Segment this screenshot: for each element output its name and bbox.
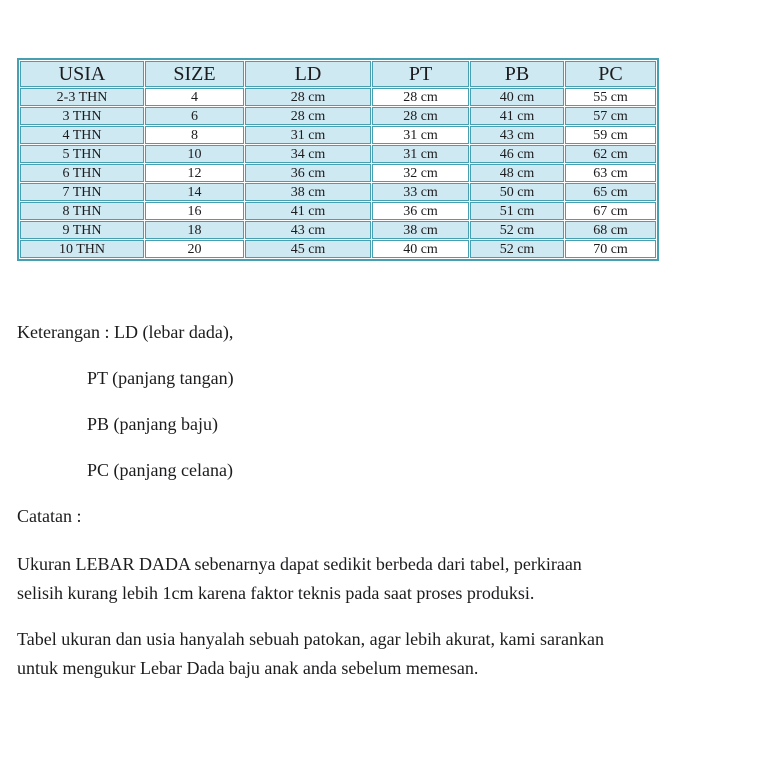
table-cell: 28 cm bbox=[245, 88, 371, 106]
column-header-pt: PT bbox=[372, 61, 469, 87]
table-cell: 6 THN bbox=[20, 164, 144, 182]
table-cell: 36 cm bbox=[372, 202, 469, 220]
table-cell: 40 cm bbox=[372, 240, 469, 258]
table-cell: 5 THN bbox=[20, 145, 144, 163]
table-cell: 68 cm bbox=[565, 221, 656, 239]
table-cell: 52 cm bbox=[470, 221, 564, 239]
table-cell: 20 bbox=[145, 240, 244, 258]
table-cell: 62 cm bbox=[565, 145, 656, 163]
table-cell: 31 cm bbox=[372, 126, 469, 144]
table-cell: 70 cm bbox=[565, 240, 656, 258]
table-row bbox=[20, 88, 656, 106]
table-cell: 10 bbox=[145, 145, 244, 163]
table-cell: 31 cm bbox=[245, 126, 371, 144]
table-cell: 28 cm bbox=[245, 107, 371, 125]
table-cell: 28 cm bbox=[372, 107, 469, 125]
table-cell: 50 cm bbox=[470, 183, 564, 201]
column-header-ld: LD bbox=[245, 61, 371, 87]
table-cell: 3 THN bbox=[20, 107, 144, 125]
table-cell: 55 cm bbox=[565, 88, 656, 106]
table-cell: 28 cm bbox=[372, 88, 469, 106]
table-cell: 8 bbox=[145, 126, 244, 144]
column-header-size: SIZE bbox=[145, 61, 244, 87]
note-paragraph-1 bbox=[17, 550, 742, 608]
table-cell: 7 THN bbox=[20, 183, 144, 201]
table-cell: 10 THN bbox=[20, 240, 144, 258]
legend-item-pc: PC (panjang celana) bbox=[87, 460, 233, 480]
table-cell: 12 bbox=[145, 164, 244, 182]
table-cell: 48 cm bbox=[470, 164, 564, 182]
table-cell: 43 cm bbox=[470, 126, 564, 144]
table-cell: 4 THN bbox=[20, 126, 144, 144]
legend-item-pb: PB (panjang baju) bbox=[87, 414, 218, 434]
column-header-pb: PB bbox=[470, 61, 564, 87]
table-cell: 31 cm bbox=[372, 145, 469, 163]
table-row bbox=[20, 107, 656, 125]
table-cell: 43 cm bbox=[245, 221, 371, 239]
notes-label: Catatan : bbox=[17, 506, 82, 526]
table-cell: 9 THN bbox=[20, 221, 144, 239]
table-cell: 36 cm bbox=[245, 164, 371, 182]
table-cell: 51 cm bbox=[470, 202, 564, 220]
table-cell: 38 cm bbox=[245, 183, 371, 201]
table-cell: 57 cm bbox=[565, 107, 656, 125]
table-row bbox=[20, 221, 656, 239]
size-chart-table bbox=[17, 58, 659, 261]
table-header-row bbox=[20, 61, 656, 87]
table-row bbox=[20, 183, 656, 201]
table-row bbox=[20, 240, 656, 258]
table-cell: 59 cm bbox=[565, 126, 656, 144]
table-cell: 63 cm bbox=[565, 164, 656, 182]
table-cell: 14 bbox=[145, 183, 244, 201]
table-cell: 4 bbox=[145, 88, 244, 106]
note-paragraph-2-line-1: Tabel ukuran dan usia hanyalah sebuah patokan, agar lebih akurat, kami sarankan bbox=[17, 629, 605, 649]
legend-title: Keterangan : LD (lebar dada), bbox=[17, 322, 234, 342]
legend-item-pt: PT (panjang tangan) bbox=[87, 368, 234, 388]
table-cell: 40 cm bbox=[470, 88, 564, 106]
table-row bbox=[20, 145, 656, 163]
table-cell: 41 cm bbox=[245, 202, 371, 220]
table-cell: 33 cm bbox=[372, 183, 469, 201]
table-cell: 52 cm bbox=[470, 240, 564, 258]
note-paragraph-2 bbox=[17, 625, 742, 683]
notes-section bbox=[17, 318, 742, 700]
column-header-pc: PC bbox=[565, 61, 656, 87]
table-cell: 46 cm bbox=[470, 145, 564, 163]
table-cell: 2-3 THN bbox=[20, 88, 144, 106]
note-paragraph-1-line-1: Ukuran LEBAR DADA sebenarnya dapat sedikit berbeda dari tabel, perkiraan bbox=[17, 554, 582, 574]
table-cell: 67 cm bbox=[565, 202, 656, 220]
table-cell: 18 bbox=[145, 221, 244, 239]
table-row bbox=[20, 164, 656, 182]
table-cell: 65 cm bbox=[565, 183, 656, 201]
column-header-usia: USIA bbox=[20, 61, 144, 87]
table-row bbox=[20, 126, 656, 144]
table-row bbox=[20, 202, 656, 220]
table-cell: 38 cm bbox=[372, 221, 469, 239]
table-cell: 32 cm bbox=[372, 164, 469, 182]
table-cell: 6 bbox=[145, 107, 244, 125]
table-cell: 16 bbox=[145, 202, 244, 220]
note-paragraph-1-line-2: selisih kurang lebih 1cm karena faktor teknis pada saat proses produksi. bbox=[17, 583, 535, 603]
table-cell: 8 THN bbox=[20, 202, 144, 220]
table-cell: 34 cm bbox=[245, 145, 371, 163]
table-cell: 45 cm bbox=[245, 240, 371, 258]
note-paragraph-2-line-2: untuk mengukur Lebar Dada baju anak anda sebelum memesan. bbox=[17, 658, 479, 678]
table-cell: 41 cm bbox=[470, 107, 564, 125]
